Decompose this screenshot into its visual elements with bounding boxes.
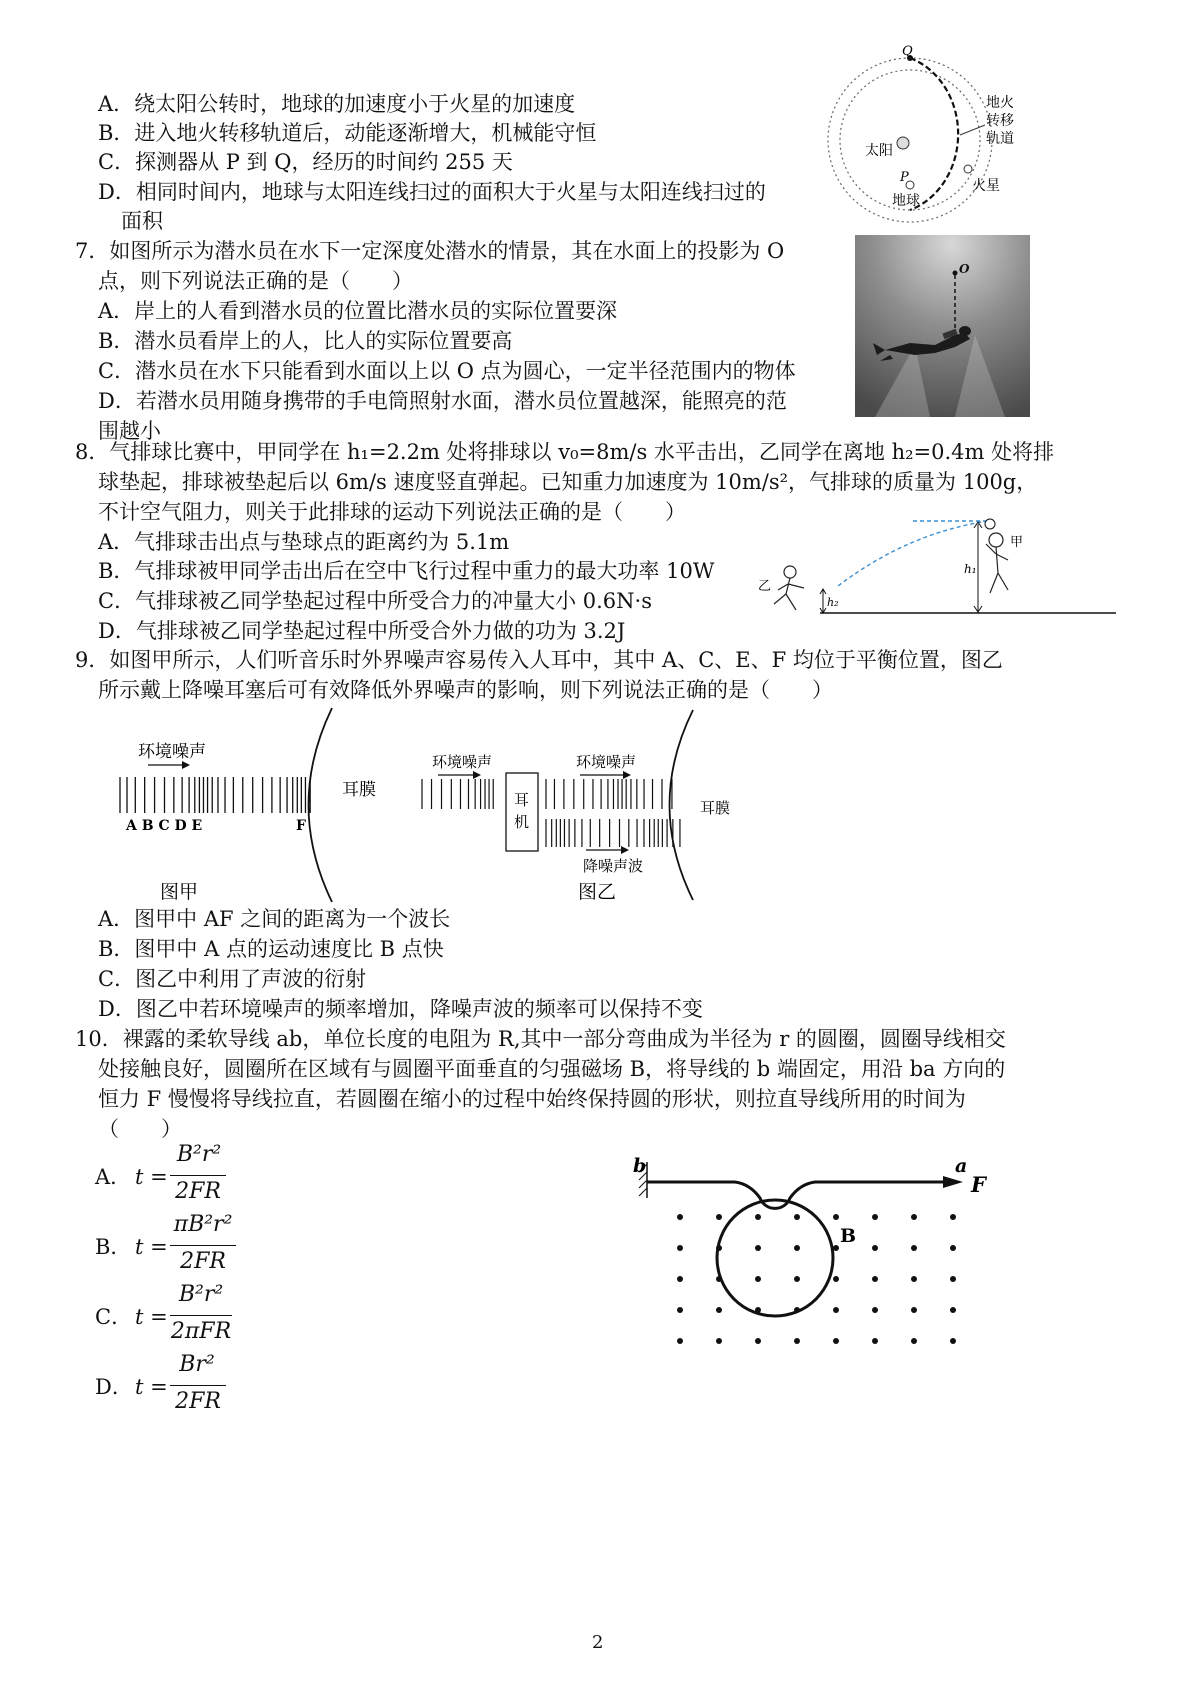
- label-yi: 乙: [758, 579, 772, 594]
- point-o: [953, 271, 958, 276]
- q9-option-c: C．图乙中利用了声波的衍射: [98, 967, 367, 991]
- q9-option-d: D．图乙中若环境噪声的频率增加，降噪声波的频率可以保持不变: [98, 997, 703, 1021]
- q8-player-yi-figure: [752, 560, 818, 620]
- arrow-icon: [623, 771, 631, 779]
- denominator: 2πFR: [170, 1319, 232, 1344]
- field-dot: [911, 1276, 917, 1282]
- noise-wave-lines-right: [546, 779, 672, 809]
- field-dot: [872, 1214, 878, 1220]
- field-dot: [755, 1338, 761, 1344]
- q8-volleyball-figure: [818, 518, 1120, 618]
- page-number: 2: [592, 1632, 604, 1653]
- fig-b-anti-noise-label: 降噪声波: [583, 857, 644, 875]
- field-dot: [677, 1276, 683, 1282]
- field-dot: [716, 1307, 722, 1313]
- denominator: 2FR: [175, 1389, 221, 1414]
- field-dot: [911, 1214, 917, 1220]
- q8-stem-3: 不计空气阻力，则关于此排球的运动下列说法正确的是（ ）: [98, 500, 686, 524]
- label-field: B: [840, 1225, 857, 1247]
- q10-stem-1: 10．裸露的柔软导线 ab，单位长度的电阻为 R,其中一部分弯曲成为半径为 r 的圆圈，圆圈导线相交: [75, 1027, 1006, 1051]
- field-dot: [950, 1338, 956, 1344]
- anti-noise-wave-lines: [546, 819, 680, 847]
- q7-option-c: C．潜水员在水下只能看到水面以上以 O 点为圆心，一定半径范围内的物体: [98, 359, 796, 383]
- noise-wave-lines-left: [422, 779, 493, 809]
- field-dot: [716, 1338, 722, 1344]
- field-dot: [911, 1307, 917, 1313]
- force-arrow-icon: [943, 1176, 963, 1188]
- fig-a-caption: 图甲: [160, 881, 199, 903]
- label-orbit-1: 地火: [986, 95, 1014, 111]
- label-sun: 太阳: [865, 143, 893, 159]
- orbit-label-pointer: [960, 125, 985, 135]
- label-earth: 地球: [892, 193, 920, 209]
- eardrum-shape: [309, 708, 333, 902]
- arrow-icon: [473, 771, 481, 779]
- earphone-box: [506, 773, 538, 851]
- q7-option-a: A．岸上的人看到潜水员的位置比潜水员的实际位置要深: [98, 299, 618, 323]
- arrow-icon: [182, 761, 190, 769]
- field-dot: [677, 1338, 683, 1344]
- q8-option-a: A．气排球击出点与垫球点的距离约为 5.1m: [98, 530, 510, 554]
- label-orbit-3: 轨道: [986, 131, 1014, 147]
- fig-a-points: A B C D E: [126, 818, 203, 834]
- fig-a-eardrum-label: 耳膜: [342, 780, 376, 800]
- fig-b-earphone-label-2: 机: [514, 813, 530, 831]
- field-dot: [794, 1338, 800, 1344]
- ball-trajectory: [838, 521, 988, 586]
- field-dot: [755, 1276, 761, 1282]
- numerator: Br²: [179, 1352, 215, 1377]
- sun-icon: [897, 137, 909, 149]
- field-dot: [794, 1214, 800, 1220]
- field-dot: [794, 1245, 800, 1251]
- field-dot: [950, 1245, 956, 1251]
- denominator: 2FR: [180, 1249, 226, 1274]
- field-dot: [950, 1307, 956, 1313]
- q9-figure-a: [110, 705, 410, 905]
- q8-stem-1: 8．气排球比赛中，甲同学在 h₁=2.2m 处将排球以 v₀=8m/s 水平击出，乙同学在离地 h₂=0.4m 处将排: [75, 440, 1055, 464]
- q7-stem-2: 点，则下列说法正确的是（ ）: [98, 269, 413, 293]
- fig-b-eardrum-label: 耳膜: [700, 799, 731, 817]
- field-dot: [950, 1276, 956, 1282]
- label-b-end: b: [633, 1155, 647, 1177]
- field-dot: [794, 1307, 800, 1313]
- field-dot: [911, 1338, 917, 1344]
- q9-stem-1: 9．如图甲所示，人们听音乐时外界噪声容易传入人耳中，其中 A、C、E、F 均位于平衡位置，图乙: [75, 648, 1003, 672]
- transfer-orbit: [910, 58, 958, 210]
- field-dot: [755, 1307, 761, 1313]
- q7-option-d: D．若潜水员用随身携带的手电筒照射水面，潜水员位置越深，能照亮的范: [98, 389, 787, 413]
- q8-option-b: B．气排球被甲同学击出后在空中飞行过程中重力的最大功率 10W: [98, 559, 715, 583]
- fig-a-point-f: F: [296, 818, 306, 834]
- field-dot: [833, 1214, 839, 1220]
- q10-stem-2: 处接触良好，圆圈所在区域有与圆圈平面垂直的匀强磁场 B，将导线的 b 端固定，用沿 ba 方向的: [98, 1057, 1006, 1081]
- q6-option-d: D．相同时间内，地球与太阳连线扫过的面积大于火星与太阳连线扫过的: [98, 180, 766, 204]
- wire-loop: [717, 1200, 833, 1316]
- q7-diver-photo: [855, 235, 1030, 417]
- q6-orbit-figure: [820, 45, 1060, 225]
- fig-b-caption: 图乙: [578, 881, 617, 903]
- denominator: 2FR: [175, 1179, 221, 1204]
- q9-stem-2: 所示戴上降噪耳塞后可有效降低外界噪声的影响，则下列说法正确的是（ ）: [98, 678, 833, 702]
- water-background: [855, 235, 1030, 417]
- field-dot: [755, 1245, 761, 1251]
- player-yi-icon: [774, 566, 804, 610]
- field-dot: [872, 1307, 878, 1313]
- field-dot: [833, 1307, 839, 1313]
- exam-page: A．绕太阳公转时，地球的加速度小于火星的加速度 B．进入地火转移轨道后，动能逐渐增大，机械能守恒 C．探测器从 P 到 Q，经历的时间约 255 天 D．相同时间内，地球与太阳连线扫过的面积大于火星与太阳连线扫过的 面积 Q P 太阳 地球 火星 地火 转移 轨道 7．如图所示为潜水员在水下一定深度处潜水的情景，其在水面上的投影为 O 点，则下列说法正确的是（ ） A．岸上的人看到潜水员的位置比潜水员的实际位置要深 B．潜水员看岸上的人，比人的实际位置要高 C．潜水员在水下只能看到水面以上以 O 点为圆心，一定半径范围内的物体 D．若潜水员用随身携带的手电筒照射水面，潜水员位置越深，能照亮的范 围越小 O 8．气排球比赛中，甲同学在 h₁=2.2m 处将排球以 v₀=8m/s 水平击出，乙同学在离地 h₂=0.4m 处将排 球垫起，排球被垫起后以 6m/s 速度竖直弹起。已知重力加速度为 10m/s²，气排球的质量为 100g， 不计空气阻力，则关于此排球的运动下列说法正确的是（ ） A．气排球击出点与垫球点的距离约为 5.1m B．气排球被甲同学击出后在空中飞行过程中重力的最大功率 10W C．气排球被乙同学垫起过程中所受合力的冲量大小 0.6N·s D．气排球被乙同学垫起过程中所受合外力做的功为 3.2J 甲 h₁ h₂ 乙 9．如图甲所示，人们听音乐时外界噪声容易传入人耳中，其中 A、C、E、F 均位于平衡位置，图乙 所示戴上降噪耳塞后可有效降低外界噪声的影响，则下列说法正确的是（ ） 环境噪声 耳膜 A B C D E F 图甲 环境噪声 环境噪声 耳 机 降噪声波 耳膜 图乙 A．图甲中 AF 之间的距离为一个波长 B．图甲中 A 点的运动速度比 B 点快 C．图乙中利用了声波的衍射 D．图乙中若环境噪声的频率增加，降噪声波的频率可以保持不变 10．裸露的柔软导线 ab，单位长度的电阻为 R,其中一部分弯曲成为半径为 r 的圆圈，圆圈导线相交 处接触良好，圆圈所在区域有与圆圈平面垂直的匀强磁场 B，将导线的 b 端固定，用沿 ba 方向的 恒力 F 慢慢将导线拉直，若圆圈在缩小的过程中始终保持圆的形状，则拉直导线所用的时间为 （ ） A． t = B²r² 2FR B． t = πB²r² 2FR C． t = B²r² 2πFR D． t = Br² 2FR b a F B 2: [0, 0, 1200, 1695]
- field-dot: [677, 1245, 683, 1251]
- q6-option-c: C．探测器从 P 到 Q，经历的时间约 255 天: [98, 150, 513, 174]
- field-dot: [755, 1214, 761, 1220]
- fig-b-noise-right-label: 环境噪声: [576, 753, 637, 771]
- q10-stem-4: （ ）: [98, 1117, 182, 1141]
- label-orbit-2: 转移: [986, 113, 1014, 129]
- fig-b-earphone-label-1: 耳: [514, 791, 530, 809]
- label-force: F: [971, 1172, 986, 1197]
- q9-option-a: A．图甲中 AF 之间的距离为一个波长: [98, 907, 451, 931]
- field-dot: [794, 1276, 800, 1282]
- magnetic-field-dots: [677, 1214, 956, 1344]
- field-dot: [872, 1276, 878, 1282]
- field-dot: [833, 1338, 839, 1344]
- field-dot: [872, 1338, 878, 1344]
- volleyball-icon: [985, 519, 995, 529]
- field-dot: [833, 1276, 839, 1282]
- numerator: B²r²: [176, 1142, 222, 1167]
- q7-option-d-cont: 围越小: [98, 419, 161, 443]
- q7-stem-1: 7．如图所示为潜水员在水下一定深度处潜水的情景，其在水面上的投影为 O: [75, 239, 785, 263]
- field-dot: [911, 1245, 917, 1251]
- q8-option-d: D．气排球被乙同学垫起过程中所受合外力做的功为 3.2J: [98, 619, 626, 643]
- label-a-end: a: [955, 1155, 968, 1177]
- field-dot: [716, 1245, 722, 1251]
- label-jia: 甲: [1010, 535, 1024, 550]
- sound-wave-lines: [120, 777, 310, 813]
- q6-option-a: A．绕太阳公转时，地球的加速度小于火星的加速度: [98, 92, 576, 116]
- mars-icon: [964, 165, 972, 173]
- q6-option-d-cont: 面积: [121, 209, 163, 233]
- q9-figure-b: [418, 705, 788, 905]
- q10-stem-3: 恒力 F 慢慢将导线拉直，若圆圈在缩小的过程中始终保持圆的形状，则拉直导线所用的时间为: [98, 1087, 966, 1111]
- field-dot: [950, 1214, 956, 1220]
- field-dot: [716, 1214, 722, 1220]
- label-o: O: [959, 262, 970, 276]
- fig-b-noise-left-label: 环境噪声: [432, 753, 493, 771]
- label-mars: 火星: [972, 178, 1000, 194]
- q8-option-c: C．气排球被乙同学垫起过程中所受合力的冲量大小 0.6N·s: [98, 589, 652, 613]
- label-h1: h₁: [964, 562, 977, 576]
- numerator: B²r²: [178, 1282, 224, 1307]
- field-dot: [833, 1245, 839, 1251]
- field-dot: [677, 1307, 683, 1313]
- numerator: πB²r²: [173, 1212, 233, 1237]
- label-q: Q: [902, 45, 913, 59]
- q10-wire-figure: [625, 1150, 1025, 1350]
- arrow-icon: [621, 846, 629, 854]
- fig-a-noise-label: 环境噪声: [138, 742, 206, 762]
- q7-option-b: B．潜水员看岸上的人，比人的实际位置要高: [98, 329, 513, 353]
- field-dot: [872, 1245, 878, 1251]
- q8-stem-2: 球垫起，排球被垫起后以 6m/s 速度竖直弹起。已知重力加速度为 10m/s²，气排球的质量为 100g，: [98, 470, 1038, 494]
- label-p: P: [900, 170, 909, 185]
- label-h2: h₂: [827, 596, 839, 609]
- field-dot: [716, 1276, 722, 1282]
- field-dot: [677, 1214, 683, 1220]
- eardrum-shape: [670, 710, 694, 900]
- q9-option-b: B．图甲中 A 点的运动速度比 B 点快: [98, 937, 444, 961]
- player-jia-icon: [986, 533, 1008, 593]
- q6-option-b: B．进入地火转移轨道后，动能逐渐增大，机械能守恒: [98, 121, 597, 145]
